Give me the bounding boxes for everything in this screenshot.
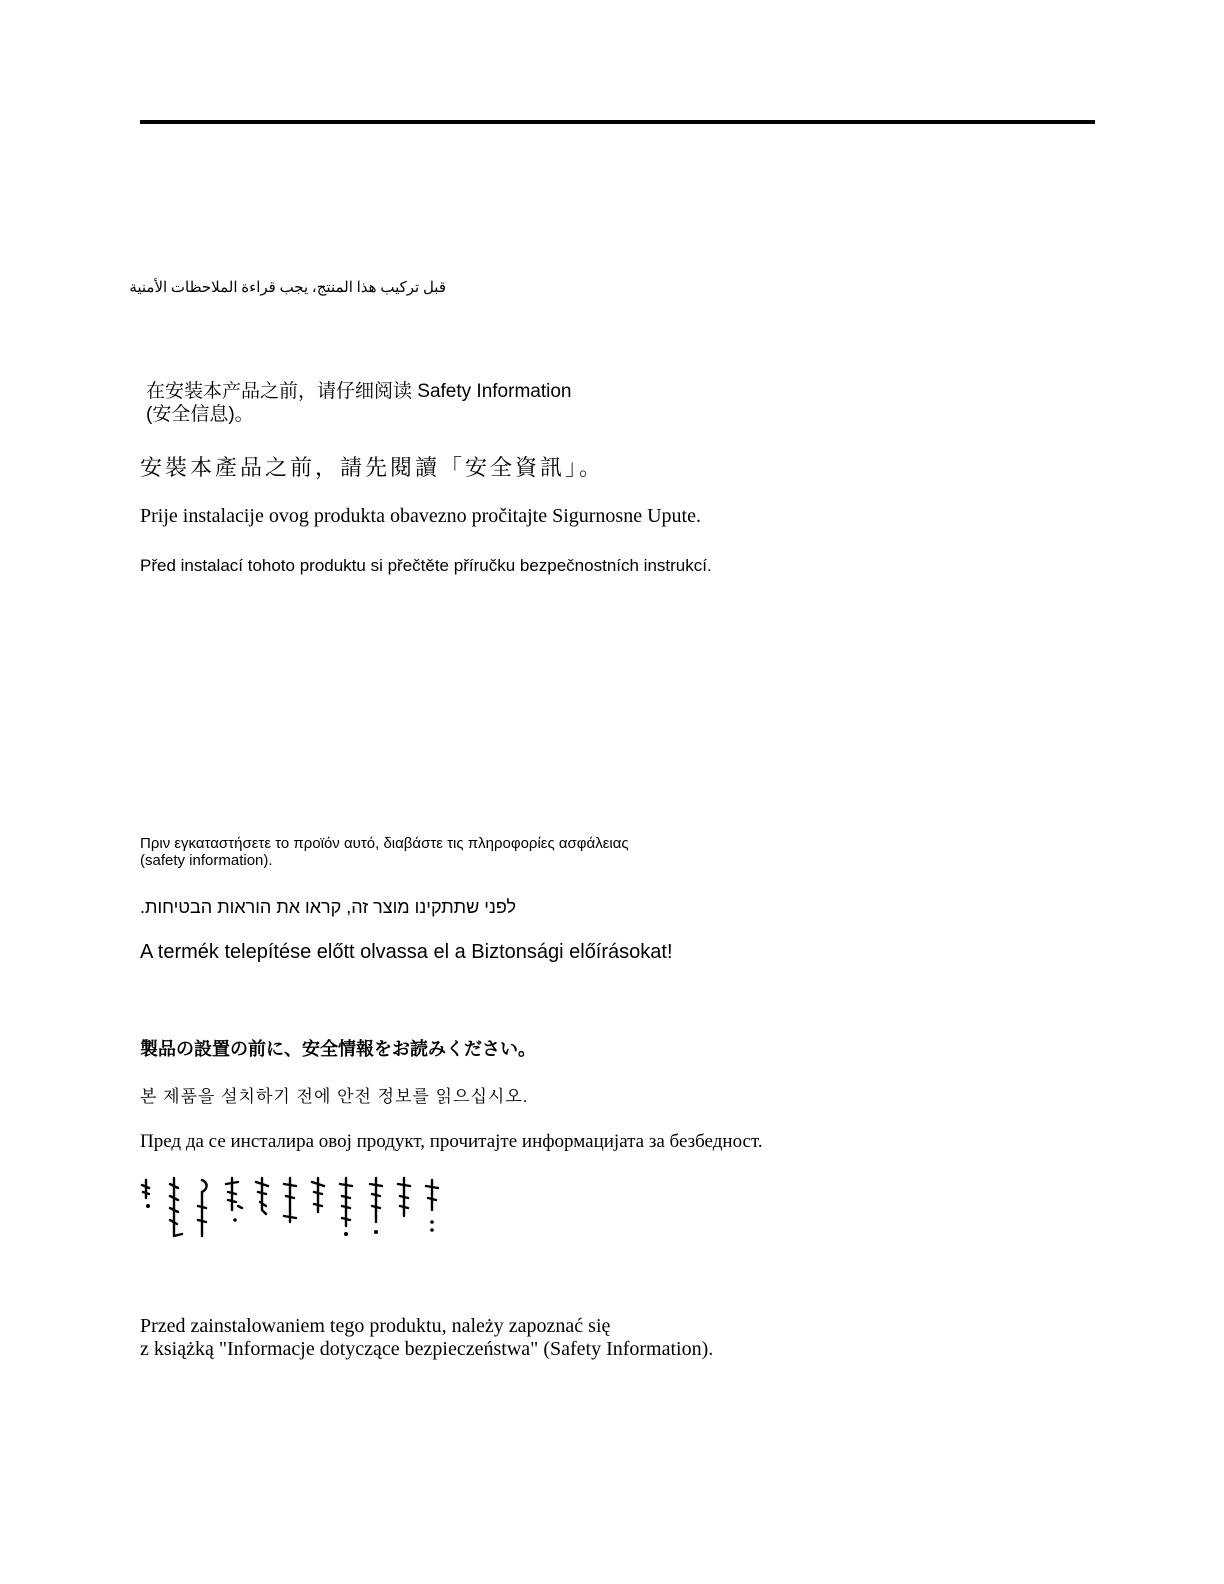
croatian-notice: Prije instalacije ovog produkta obavezno pročitajte Sigurnosne Upute. xyxy=(140,505,701,527)
japanese-notice: 製品の設置の前に、安全情報をお読みください。 xyxy=(140,1039,536,1059)
mongolian-notice-image xyxy=(140,1176,450,1240)
greek-notice-line2: (safety information). xyxy=(140,852,273,869)
korean-notice: 본 제품을 설치하기 전에 안전 정보를 읽으십시오. xyxy=(140,1087,529,1106)
chinese-traditional-notice: 安裝本產品之前，請先閱讀「安全資訊」。 xyxy=(140,455,605,480)
polish-notice-line2: z książką "Informacje dotyczące bezpieczeństwa" (Safety Information). xyxy=(140,1338,714,1360)
arabic-notice: قبل تركيب هذا المنتج، يجب قراءة الملاحظات الأمنية xyxy=(129,280,446,296)
macedonian-notice: Пред да се инсталира овој продукт, прочитајте информацијата за безбедност. xyxy=(140,1131,763,1152)
hebrew-notice: לפני שתתקינו מוצר זה, קראו את הוראות הבטיחות. xyxy=(140,897,517,917)
czech-notice: Před instalací tohoto produktu si přečtěte příručku bezpečnostních instrukcí. xyxy=(140,556,712,575)
header-rule xyxy=(140,120,1095,124)
chinese-simplified-notice-line1: 在安装本产品之前，请仔细阅读 Safety Information xyxy=(146,381,572,402)
hungarian-notice: A termék telepítése előtt olvassa el a Biztonsági előírásokat! xyxy=(140,941,673,963)
polish-notice-line1: Przed zainstalowaniem tego produktu, należy zapoznać się xyxy=(140,1315,611,1337)
greek-notice-line1: Πριν εγκαταστήσετε το προϊόν αυτό, διαβάστε τις πληροφορίες ασφάλειας xyxy=(140,835,629,852)
chinese-simplified-notice-line2: (安全信息)。 xyxy=(146,404,254,425)
